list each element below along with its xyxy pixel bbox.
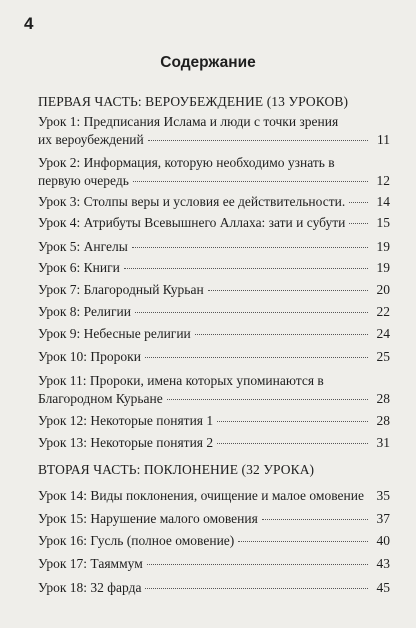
leader-dots bbox=[135, 312, 368, 313]
leader-dots bbox=[167, 399, 368, 400]
toc-entry-page: 45 bbox=[376, 580, 390, 595]
leader-dots bbox=[208, 290, 368, 291]
toc-entry bbox=[38, 193, 390, 211]
toc-entry bbox=[38, 325, 390, 343]
toc-entry-title: Урок 8: Религии bbox=[38, 304, 131, 319]
leader-dots bbox=[148, 140, 368, 141]
toc-entry-title: Урок 2: Информация, которую необходимо узнать в bbox=[38, 155, 335, 170]
toc-entry-page: 40 bbox=[376, 533, 390, 548]
section-heading-part-1: ПЕРВАЯ ЧАСТЬ: ВЕРОУБЕЖДЕНИЕ (13 УРОКОВ) bbox=[38, 94, 349, 109]
toc-entry-page: 37 bbox=[376, 511, 390, 526]
leader-dots bbox=[133, 181, 368, 182]
toc-entry-title-cont: их вероубеждений bbox=[38, 132, 144, 147]
section-heading-part-2: ВТОРАЯ ЧАСТЬ: ПОКЛОНЕНИЕ (32 УРОКА) bbox=[38, 462, 315, 477]
toc-entry-title-cont: Благородном Курьане bbox=[38, 391, 163, 406]
toc-entry-page: 35 bbox=[376, 488, 390, 503]
toc-entry-page: 14 bbox=[376, 194, 390, 209]
toc-entry bbox=[38, 412, 390, 430]
toc-entry-title: Урок 17: Таяммум bbox=[38, 556, 143, 571]
toc-entry-page: 22 bbox=[376, 304, 390, 319]
leader-dots bbox=[147, 564, 368, 565]
toc-entry-page: 11 bbox=[377, 132, 390, 147]
toc-entry bbox=[38, 372, 390, 408]
toc-entry-title: Урок 7: Благородный Курьан bbox=[38, 282, 204, 297]
toc-entry bbox=[38, 532, 390, 550]
leader-dots bbox=[132, 247, 368, 248]
toc-entry bbox=[38, 281, 390, 299]
leader-dots bbox=[238, 541, 368, 542]
toc-entry-title: Урок 15: Нарушение малого омовения bbox=[38, 511, 258, 526]
leader-dots bbox=[145, 588, 368, 589]
toc-entry-page: 31 bbox=[376, 435, 390, 450]
toc-entry bbox=[38, 238, 390, 256]
toc-entry-title: Урок 16: Гусль (полное омовение) bbox=[38, 533, 235, 548]
toc-entry bbox=[38, 348, 390, 366]
toc-entry-page: 15 bbox=[376, 215, 390, 230]
toc-entry-page: 19 bbox=[376, 239, 390, 254]
toc-entry-title: Урок 18: 32 фарда bbox=[38, 580, 142, 595]
toc-entry bbox=[38, 434, 390, 452]
toc-entry-title: Урок 5: Ангелы bbox=[38, 239, 128, 254]
toc-entry bbox=[38, 113, 390, 149]
toc-entry bbox=[38, 259, 390, 277]
toc-entry-title: Урок 14: Виды поклонения, очищение и малое омовение bbox=[38, 488, 364, 503]
leader-dots bbox=[349, 223, 368, 224]
toc-entry-page: 24 bbox=[376, 326, 390, 341]
toc-entry-title: Урок 13: Некоторые понятия 2 bbox=[38, 435, 214, 450]
toc-entry bbox=[38, 487, 390, 505]
leader-dots bbox=[262, 519, 368, 520]
toc-entry-page: 12 bbox=[376, 173, 390, 188]
toc-entry-title: Урок 11: Пророки, имена которых упоминаются в bbox=[38, 373, 324, 388]
toc-entry bbox=[38, 154, 390, 190]
leader-dots bbox=[195, 334, 368, 335]
toc-entry bbox=[38, 214, 390, 232]
toc-entry-page: 43 bbox=[376, 556, 390, 571]
toc-entry-title: Урок 3: Столпы веры и условия ее действительности. bbox=[38, 194, 346, 209]
toc-entry-page: 25 bbox=[376, 349, 390, 364]
toc-entry bbox=[38, 510, 390, 528]
toc-entry-title: Урок 1: Предписания Ислама и люди с точки зрения bbox=[38, 114, 339, 129]
leader-dots bbox=[124, 268, 368, 269]
toc-entry-title: Урок 6: Книги bbox=[38, 260, 120, 275]
leader-dots bbox=[145, 357, 368, 358]
toc-entry bbox=[38, 579, 390, 597]
toc-entry-title: Урок 9: Небесные религии bbox=[38, 326, 191, 341]
toc-title: Содержание bbox=[160, 54, 256, 71]
leader-dots bbox=[349, 202, 368, 203]
toc-entry-page: 20 bbox=[376, 282, 390, 297]
toc-entry bbox=[38, 303, 390, 321]
toc-entry-title: Урок 10: Пророки bbox=[38, 349, 141, 364]
toc-entry-page: 28 bbox=[376, 391, 390, 406]
toc-entry-title-cont: первую очередь bbox=[38, 173, 129, 188]
toc-entry-title: Урок 4: Атрибуты Всевышнего Аллаха: зати и субути bbox=[38, 215, 346, 230]
toc-entry-page: 28 bbox=[376, 413, 390, 428]
page-number: 4 bbox=[24, 14, 34, 33]
leader-dots bbox=[217, 421, 368, 422]
leader-dots bbox=[217, 443, 368, 444]
toc-entry-title: Урок 12: Некоторые понятия 1 bbox=[38, 413, 214, 428]
toc-entry-page: 19 bbox=[376, 260, 390, 275]
toc-entry bbox=[38, 555, 390, 573]
